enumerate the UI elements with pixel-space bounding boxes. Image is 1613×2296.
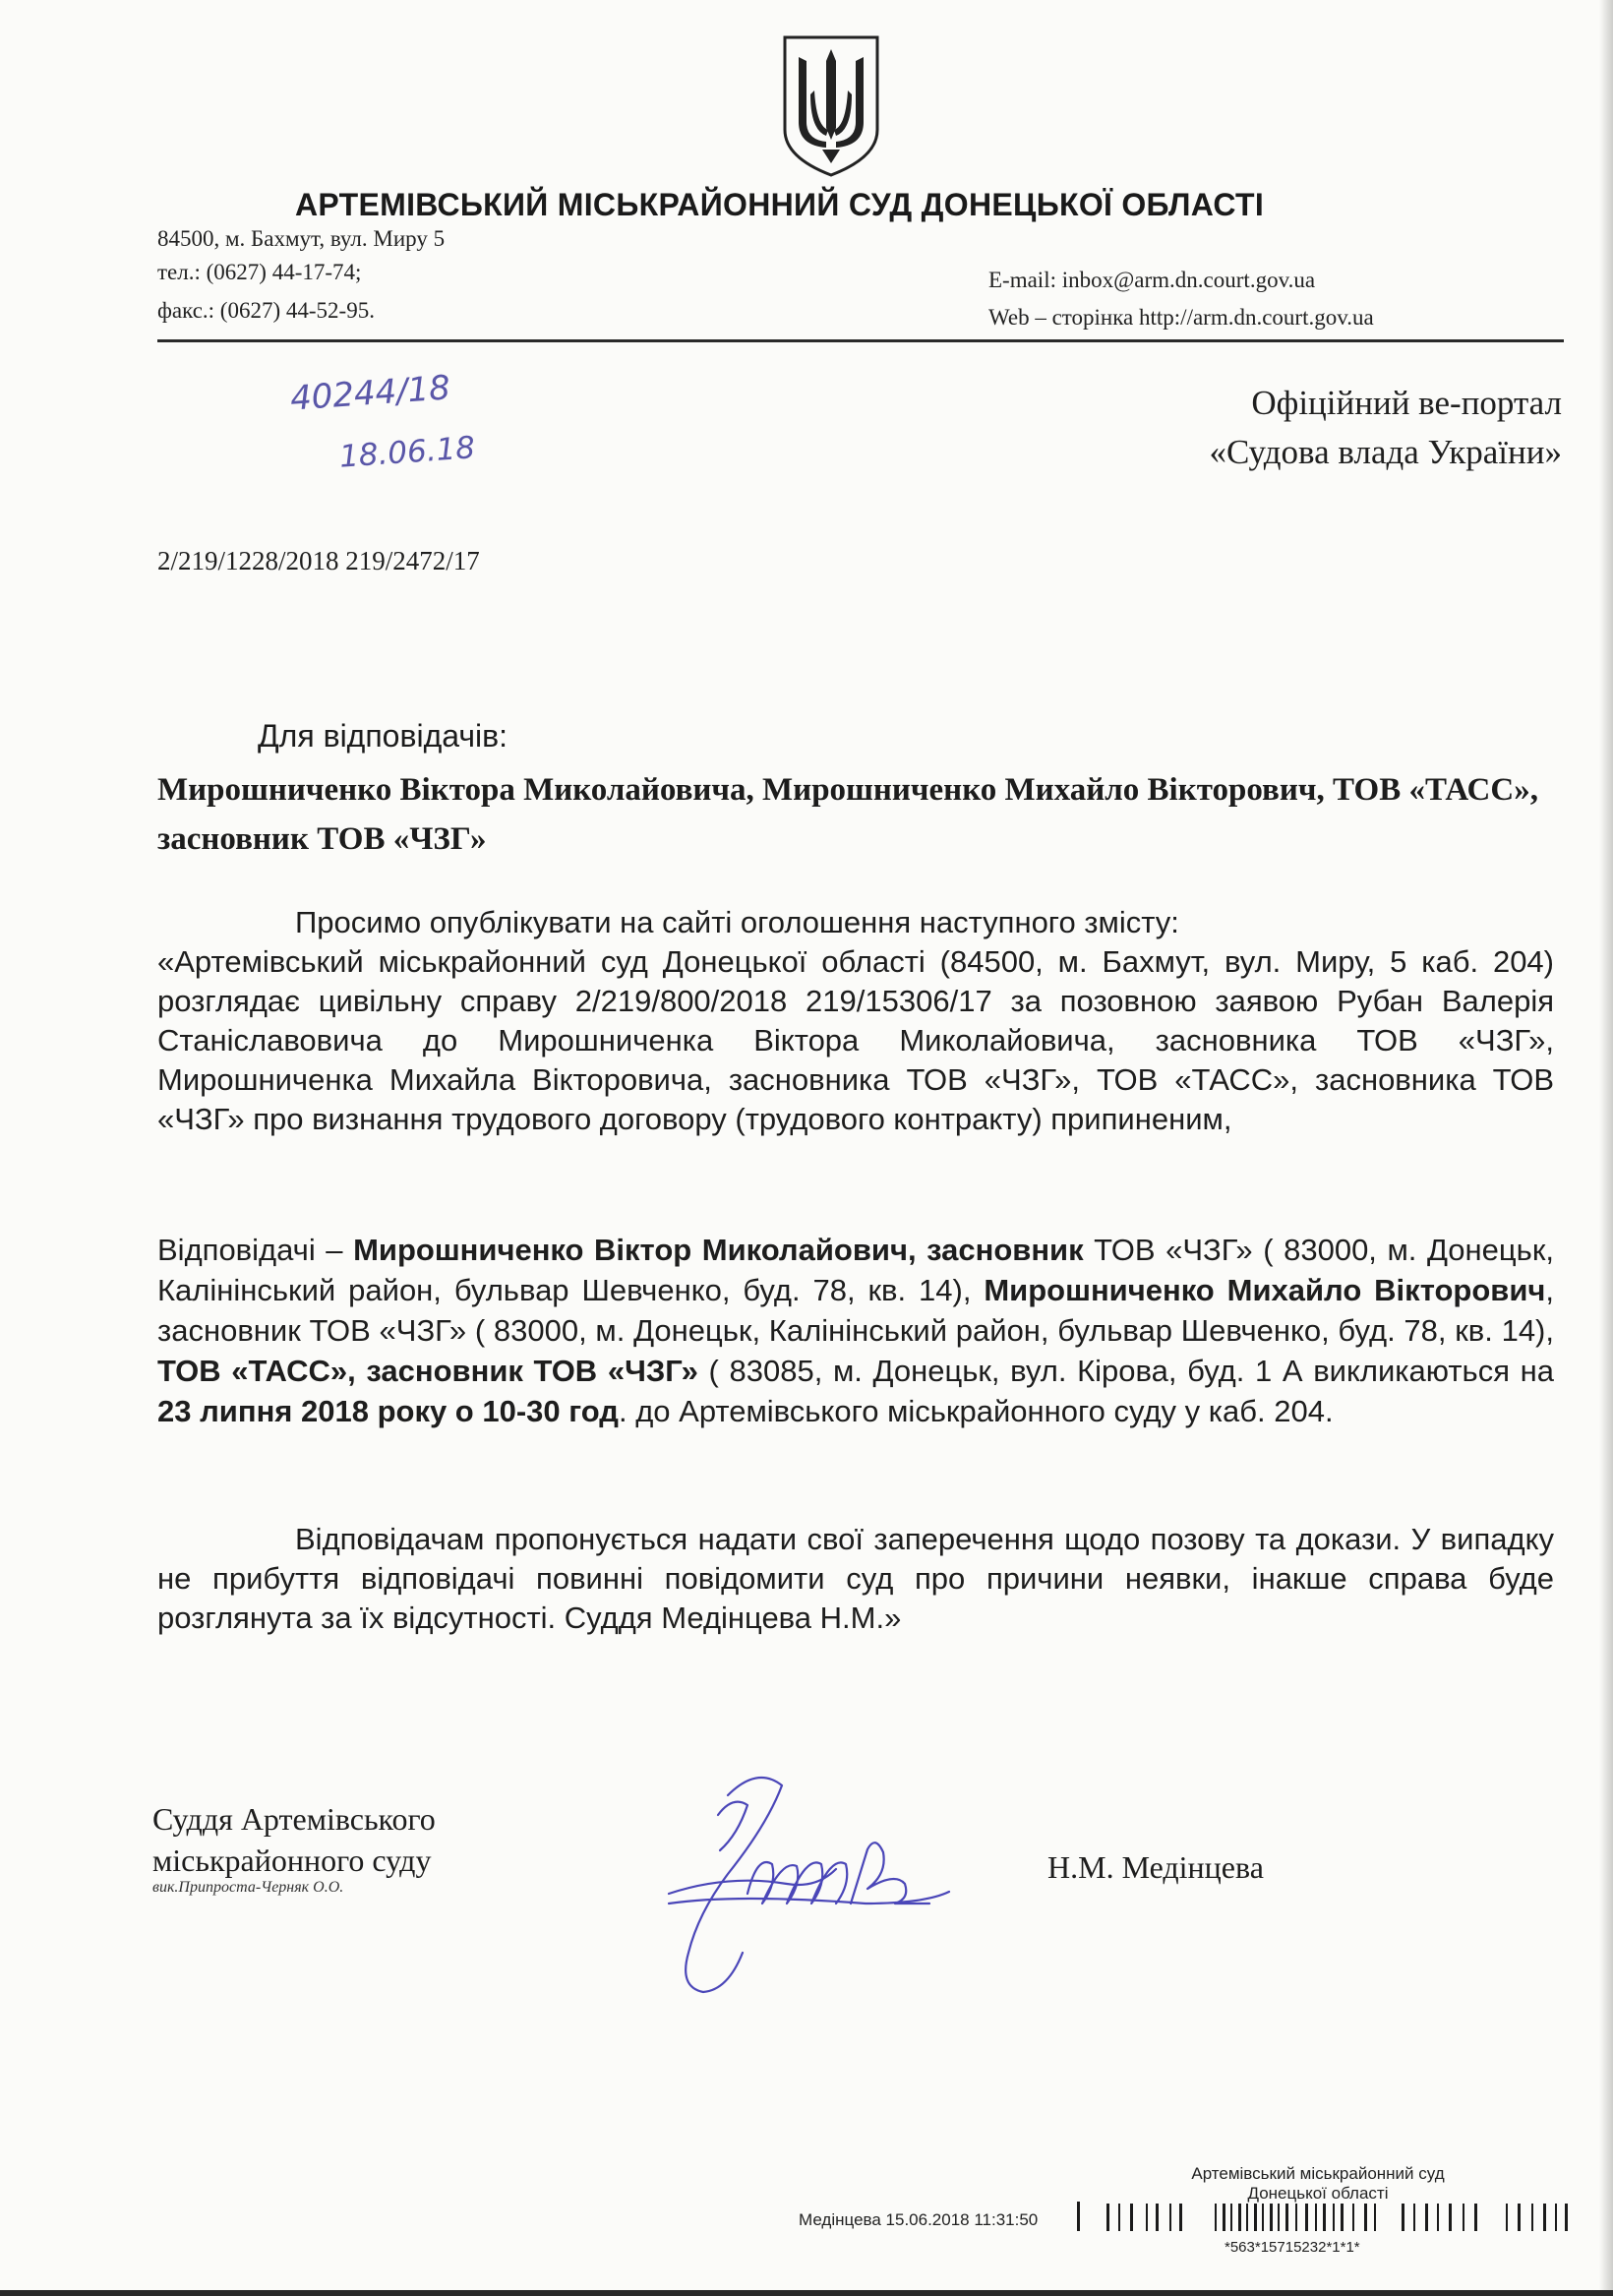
page-edge-shadow [1599,0,1613,2296]
court-name: АРТЕМІВСЬКИЙ МІСЬКРАЙОННИЙ СУД ДОНЕЦЬКОЇ ОБЛАСТІ [295,187,1265,222]
header-divider [157,339,1564,342]
recipient-line-2: «Судова влада України» [1209,433,1562,471]
p2-bold-3: ТОВ «ТАСС», засновник ТОВ «ЧЗГ» [157,1354,698,1388]
p2-text-5: . до Артемівського міськрайонного суду у каб. 204. [618,1394,1334,1428]
handwritten-signature [610,1756,984,2012]
executor-note: вик.Припроста-Черняк О.О. [152,1879,344,1896]
document-barcode [1077,2202,1579,2235]
p2-text-4: ( 83085, м. Донецьк, вул. Кірова, буд. 1 А викликаються на [697,1354,1554,1388]
p2-text-3: , засновник ТОВ «ЧЗГ» ( 83000, м. Донецьк, Калінінський район, бульвар Шевченко, буд. 78, кв. 14), [157,1273,1555,1348]
signatory-role [152,1798,436,1881]
body-paragraph-1-first-line: Просимо опублікувати на сайті оголошення наступного змісту: [295,905,1179,939]
court-phone: тел.: (0627) 44-17-74; [157,260,362,284]
handwritten-registration-number: 40244/18 [288,368,452,419]
page-bottom-edge [0,2290,1613,2296]
body-paragraph-2 [157,1230,1554,1431]
addressee-intro: Для відповідачів: [258,718,508,754]
handwritten-registration-date: 18.06.18 [337,430,477,475]
case-numbers: 2/219/1228/2018 219/2472/17 [157,546,480,575]
court-fax: факс.: (0627) 44-52-95. [157,298,375,323]
barcode-number: *563*15715232*1*1* [1225,2239,1360,2256]
body-paragraph-1-rest: «Артемівський міськрайонний суд Донецької області (84500, м. Бахмут, вул. Миру, 5 каб. 204) розглядає цивільну справу 2/219/800/2018 219/15306/17 за позовною заявою Рубан Валерія Станіславовича до Мирошниченка Віктора Миколайовича, засновника ТОВ «ЧЗГ», Мирошниченка Михайла Вікторовича, засновника ТОВ «ЧЗГ», ТОВ «ТАСС», засновника ТОВ «ЧЗГ» про визнання трудового договору (трудового контракту) припиненим, [157,944,1554,1136]
recipient-line-1: Офіційний ве-портал [1251,384,1562,422]
court-email: E-mail: inbox@arm.dn.court.gov.ua [988,268,1316,292]
p2-text-1: Відповідачі – [157,1233,354,1267]
p2-bold-4: 23 липня 2018 року о 10-30 год [157,1394,619,1428]
e-signature-stamp-court [1170,2164,1465,2204]
stamp-court-line-1: Артемівський міськрайонний суд [1191,2164,1445,2183]
recipient-block [1209,379,1562,477]
coat-of-arms-icon [777,31,885,179]
e-signature-stamp-line: Медінцева 15.06.2018 11:31:50 [799,2210,1039,2229]
stamp-court-line-2: Донецької області [1247,2184,1389,2203]
signatory-name: Н.М. Медінцева [1047,1849,1264,1885]
body-paragraph-1 [157,903,1554,1139]
signatory-role-line-1: Суддя Артемівського [152,1801,436,1837]
body-paragraph-3: Відповідачам пропонується надати свої заперечення щодо позову та докази. У випадку не прибуття відповідачі повинні повідомити суд про причини неявки, інакше справа буде розглянута за їх відсутності. Суддя Медінцева Н.М.» [157,1522,1554,1635]
p2-bold-2: Мирошниченко Михайло Вікторович [984,1273,1546,1307]
addressee-names: Мирошниченко Віктора Миколайовича, Мирошниченко Михайло Вікторович, ТОВ «ТАСС», засновник ТОВ «ЧЗГ» [157,772,1538,857]
court-website: Web – сторінка http://arm.dn.court.gov.ua [988,305,1374,330]
signatory-role-line-2: міськрайонного суду [152,1843,432,1878]
p2-text-2: ТОВ «ЧЗГ» ( 83000, м. Донецьк, Калінінський район, бульвар Шевченко, буд. 78, кв. 14), [157,1233,1554,1307]
court-address: 84500, м. Бахмут, вул. Миру 5 [157,226,446,251]
p2-bold-1: Мирошниченко Віктор Миколайович, засновник [353,1233,1084,1267]
